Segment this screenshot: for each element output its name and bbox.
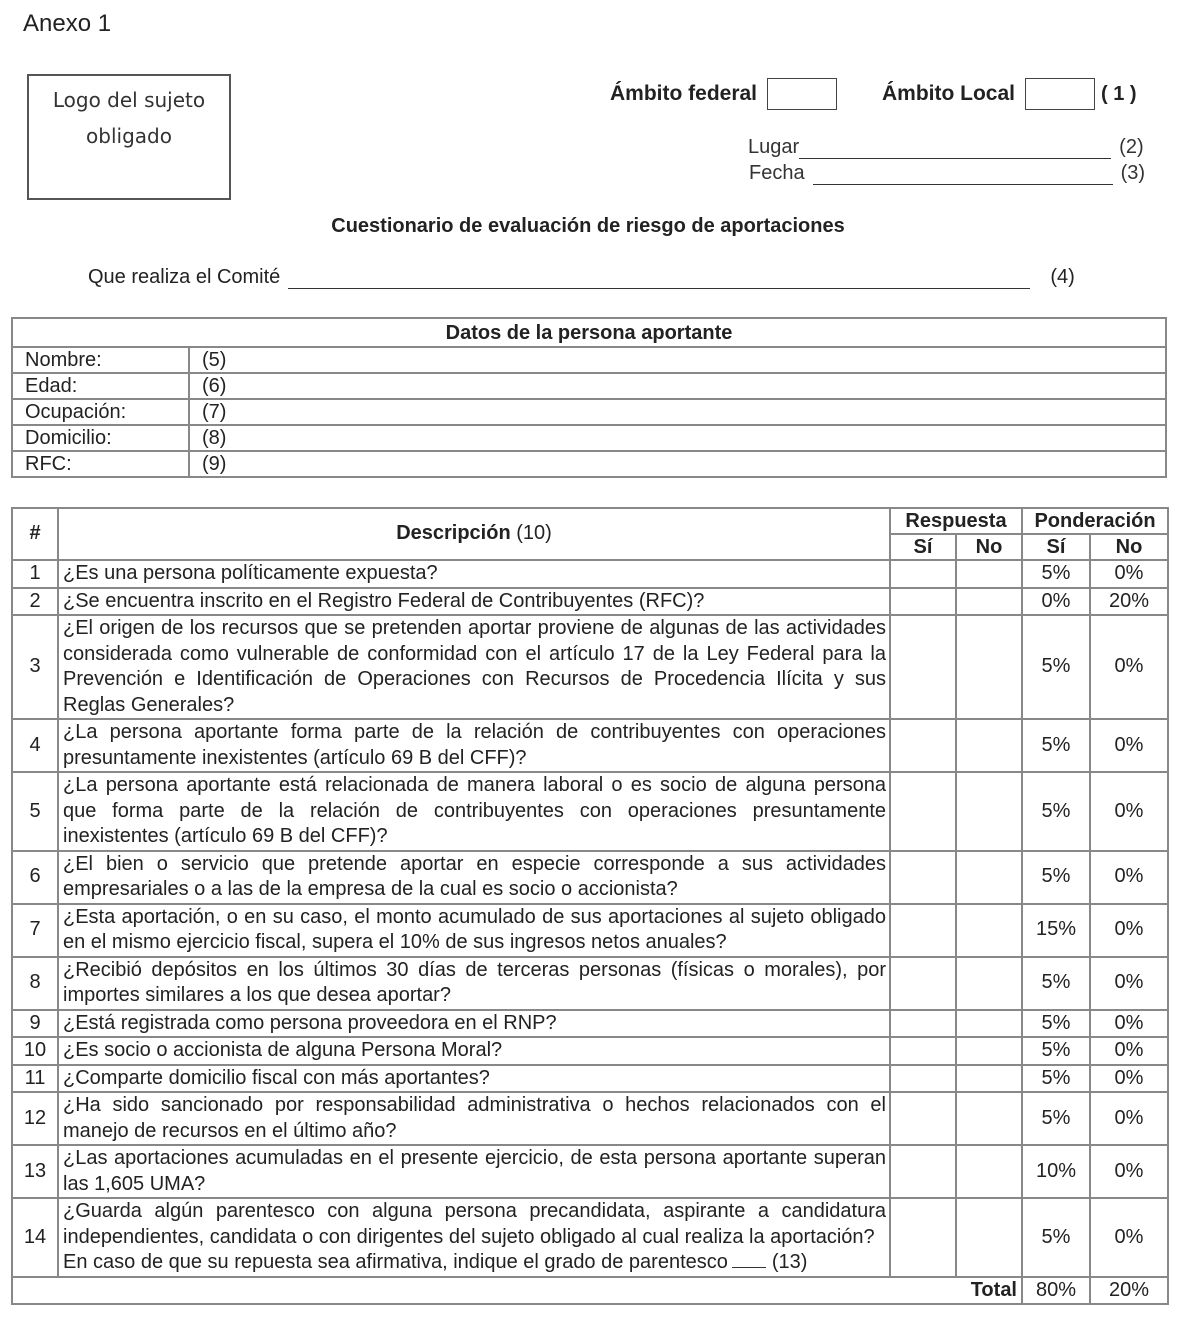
question-row <box>12 1198 1168 1277</box>
weight-no: 0% <box>1090 1065 1168 1093</box>
question-text: ¿La persona aportante forma parte de la relación de contribuyentes con operaciones presuntamente inexistentes (artículo 69 B del CFF)? <box>63 721 886 769</box>
question-row <box>12 957 1168 1010</box>
weight-no: 0% <box>1090 1198 1168 1277</box>
ambito-ref: ( 1 ) <box>1101 82 1137 105</box>
answer-si-cell[interactable] <box>890 851 956 904</box>
question-description <box>58 851 890 904</box>
weight-si: 5% <box>1022 1010 1090 1038</box>
question-row <box>12 615 1168 719</box>
question-extra <box>63 1250 886 1276</box>
question-extra-text: En caso de que su repuesta sea afirmativa, indique el grado de parentesco <box>63 1251 728 1273</box>
weight-no: 0% <box>1090 719 1168 772</box>
question-number: 5 <box>12 772 58 851</box>
question-description <box>58 560 890 588</box>
question-number: 10 <box>12 1037 58 1065</box>
answer-si-cell[interactable] <box>890 957 956 1010</box>
datos-label: Domicilio: <box>12 425 189 451</box>
datos-label: Edad: <box>12 373 189 399</box>
question-number: 3 <box>12 615 58 719</box>
answer-si-cell[interactable] <box>890 615 956 719</box>
col-header-ponderacion-no: No <box>1090 534 1168 560</box>
weight-no: 0% <box>1090 904 1168 957</box>
question-row <box>12 1092 1168 1145</box>
ambito-local-label: Ámbito Local <box>882 82 1016 105</box>
weight-no: 0% <box>1090 1010 1168 1038</box>
col-header-desc-label: Descripción <box>396 522 511 545</box>
col-header-ponderacion-si: Sí <box>1022 534 1090 560</box>
weight-si: 15% <box>1022 904 1090 957</box>
total-label: Total <box>12 1277 1022 1305</box>
question-row <box>12 1145 1168 1198</box>
answer-no-cell[interactable] <box>956 1010 1022 1038</box>
question-text: ¿Ha sido sancionado por responsabilidad administrativa o hechos relacionados con el manejo de recursos en el último año? <box>63 1094 886 1142</box>
ambito-local <box>882 78 1137 110</box>
question-number: 13 <box>12 1145 58 1198</box>
question-description <box>58 904 890 957</box>
weight-si: 5% <box>1022 1037 1090 1065</box>
answer-si-cell[interactable] <box>890 1198 956 1277</box>
question-description <box>58 1145 890 1198</box>
question-text: ¿Comparte domicilio fiscal con más aportantes? <box>63 1066 490 1089</box>
datos-row <box>12 347 1166 373</box>
datos-row <box>12 399 1166 425</box>
question-text: ¿Está registrada como persona proveedora en el RNP? <box>63 1011 557 1034</box>
comite-input[interactable] <box>288 270 1030 289</box>
answer-no-cell[interactable] <box>956 904 1022 957</box>
document-title: Cuestionario de evaluación de riesgo de aportaciones <box>331 215 845 237</box>
answer-si-cell[interactable] <box>890 1145 956 1198</box>
weight-no: 0% <box>1090 615 1168 719</box>
weight-si: 5% <box>1022 1065 1090 1093</box>
weight-si: 10% <box>1022 1145 1090 1198</box>
question-description <box>58 1010 890 1038</box>
question-text: ¿El bien o servicio que pretende aportar en especie corresponde a sus actividades empresariales o a las de la empresa de la cual es socio o accionista? <box>63 852 886 900</box>
datos-title: Datos de la persona aportante <box>12 318 1166 347</box>
datos-row <box>12 451 1166 477</box>
ambito-federal-checkbox[interactable] <box>767 78 837 110</box>
lugar-ref: (2) <box>1119 136 1144 158</box>
answer-no-cell[interactable] <box>956 772 1022 851</box>
question-number: 4 <box>12 719 58 772</box>
question-text: ¿Es una persona políticamente expuesta? <box>63 562 438 584</box>
datos-row <box>12 425 1166 451</box>
datos-value[interactable]: (8) <box>189 425 1166 451</box>
question-number: 9 <box>12 1010 58 1038</box>
weight-no: 0% <box>1090 1037 1168 1065</box>
answer-si-cell[interactable] <box>890 1037 956 1065</box>
answer-si-cell[interactable] <box>890 1092 956 1145</box>
datos-label: Ocupación: <box>12 399 189 425</box>
question-description <box>58 719 890 772</box>
answer-si-cell[interactable] <box>890 719 956 772</box>
weight-no: 0% <box>1090 772 1168 851</box>
question-number: 6 <box>12 851 58 904</box>
question-text: ¿Guarda algún parentesco con alguna persona precandidata, aspirante a candidatura independientes, candidata o con dirigentes del sujeto obligado al cual realiza la aportación? <box>63 1200 886 1248</box>
total-no: 20% <box>1090 1277 1168 1305</box>
datos-row <box>12 373 1166 399</box>
datos-table <box>11 317 1167 478</box>
fecha-field <box>749 162 1145 185</box>
comite-label: Que realiza el Comité <box>88 266 281 288</box>
question-row <box>12 772 1168 851</box>
fecha-ref: (3) <box>1120 162 1146 184</box>
answer-no-cell[interactable] <box>956 957 1022 1010</box>
answer-si-cell[interactable] <box>890 1010 956 1038</box>
col-header-respuesta-no: No <box>956 534 1022 560</box>
question-row <box>12 851 1168 904</box>
question-row <box>12 719 1168 772</box>
fecha-label: Fecha <box>749 162 805 184</box>
datos-label: Nombre: <box>12 347 189 373</box>
col-header-desc-ref: (10) <box>516 522 552 545</box>
parentesco-input[interactable] <box>732 1251 766 1268</box>
question-text: ¿Es socio o accionista de alguna Persona Moral? <box>63 1039 503 1061</box>
question-text: ¿Se encuentra inscrito en el Registro Federal de Contribuyentes (RFC)? <box>63 589 705 612</box>
question-text: ¿Las aportaciones acumuladas en el presente ejercicio, de esta persona aportante superan las 1,605 UMA? <box>63 1147 886 1195</box>
ambito-local-checkbox[interactable] <box>1025 78 1095 110</box>
datos-value[interactable]: (5) <box>189 347 1166 373</box>
weight-si: 5% <box>1022 772 1090 851</box>
weight-no: 0% <box>1090 851 1168 904</box>
col-header-respuesta: Respuesta <box>890 508 1022 534</box>
answer-no-cell[interactable] <box>956 1037 1022 1065</box>
weight-si: 0% <box>1022 588 1090 616</box>
answer-no-cell[interactable] <box>956 851 1022 904</box>
answer-si-cell[interactable] <box>890 560 956 588</box>
question-description <box>58 1092 890 1145</box>
answer-no-cell[interactable] <box>956 1145 1022 1198</box>
total-si: 80% <box>1022 1277 1090 1305</box>
question-description <box>58 957 890 1010</box>
col-header-desc <box>58 508 890 560</box>
answer-no-cell[interactable] <box>956 1198 1022 1277</box>
datos-value[interactable]: (7) <box>189 399 1166 425</box>
question-number: 11 <box>12 1065 58 1093</box>
lugar-label: Lugar <box>748 136 800 158</box>
question-number: 7 <box>12 904 58 957</box>
answer-no-cell[interactable] <box>956 615 1022 719</box>
answer-no-cell[interactable] <box>956 588 1022 616</box>
question-text: ¿El origen de los recursos que se pretenden aportar proviene de algunas de las actividades considerada como vulnerable de conformidad con el artículo 17 de la Ley Federal para la Prevención e Identificación de Operaciones con Recursos de Procedencia Ilícita y sus Reglas Generales? <box>63 617 886 716</box>
question-number: 8 <box>12 957 58 1010</box>
question-description <box>58 1037 890 1065</box>
col-header-num: # <box>12 508 58 560</box>
question-text: ¿Esta aportación, o en su caso, el monto acumulado de sus aportaciones al sujeto obligado en el mismo ejercicio fiscal, supera el 10% de sus ingresos netos anuales? <box>63 905 886 953</box>
datos-label: RFC: <box>12 451 189 477</box>
weight-si: 5% <box>1022 719 1090 772</box>
weight-si: 5% <box>1022 851 1090 904</box>
question-row <box>12 904 1168 957</box>
fecha-input[interactable] <box>813 166 1113 185</box>
ambito-federal-label: Ámbito federal <box>610 82 758 105</box>
answer-no-cell[interactable] <box>956 719 1022 772</box>
weight-no: 20% <box>1090 588 1168 616</box>
comite-ref: (4) <box>1050 266 1075 288</box>
weight-no: 0% <box>1090 1145 1168 1198</box>
question-description <box>58 1198 890 1277</box>
logo-placeholder: Logo del sujeto obligado <box>27 74 231 200</box>
questionnaire-table <box>11 507 1169 1305</box>
answer-si-cell[interactable] <box>890 904 956 957</box>
col-header-ponderacion: Ponderación <box>1022 508 1168 534</box>
weight-no: 0% <box>1090 957 1168 1010</box>
question-description <box>58 615 890 719</box>
col-header-respuesta-si: Sí <box>890 534 956 560</box>
answer-no-cell[interactable] <box>956 560 1022 588</box>
weight-si: 5% <box>1022 560 1090 588</box>
question-number: 2 <box>12 588 58 616</box>
question-row <box>12 1010 1168 1038</box>
weight-si: 5% <box>1022 1092 1090 1145</box>
lugar-input[interactable] <box>799 140 1111 159</box>
answer-si-cell[interactable] <box>890 588 956 616</box>
weight-si: 5% <box>1022 615 1090 719</box>
question-number: 12 <box>12 1092 58 1145</box>
datos-value[interactable]: (6) <box>189 373 1166 399</box>
question-row <box>12 1037 1168 1065</box>
question-description <box>58 772 890 851</box>
question-text: ¿Recibió depósitos en los últimos 30 días de terceras personas (físicas o morales), por importes similares a los que desea aportar? <box>63 958 886 1006</box>
weight-si: 5% <box>1022 957 1090 1010</box>
ambito-federal <box>610 78 837 110</box>
question-row <box>12 1065 1168 1093</box>
datos-value[interactable]: (9) <box>189 451 1166 477</box>
comite-field <box>88 266 1075 289</box>
question-description <box>58 588 890 616</box>
question-extra-ref: (13) <box>771 1251 808 1273</box>
answer-no-cell[interactable] <box>956 1065 1022 1093</box>
weight-no: 0% <box>1090 560 1168 588</box>
lugar-field <box>748 136 1144 159</box>
weight-si: 5% <box>1022 1198 1090 1277</box>
answer-si-cell[interactable] <box>890 1065 956 1093</box>
question-row <box>12 560 1168 588</box>
answer-si-cell[interactable] <box>890 772 956 851</box>
answer-no-cell[interactable] <box>956 1092 1022 1145</box>
weight-no: 0% <box>1090 1092 1168 1145</box>
question-description <box>58 1065 890 1093</box>
question-number: 14 <box>12 1198 58 1277</box>
question-row <box>12 588 1168 616</box>
question-text: ¿La persona aportante está relacionada de manera laboral o es socio de alguna persona que forma parte de la relación de contribuyentes con operaciones presuntamente inexistentes (artículo 69 B del CFF)? <box>63 774 886 847</box>
annex-title: Anexo 1 <box>23 10 112 37</box>
question-number: 1 <box>12 560 58 588</box>
